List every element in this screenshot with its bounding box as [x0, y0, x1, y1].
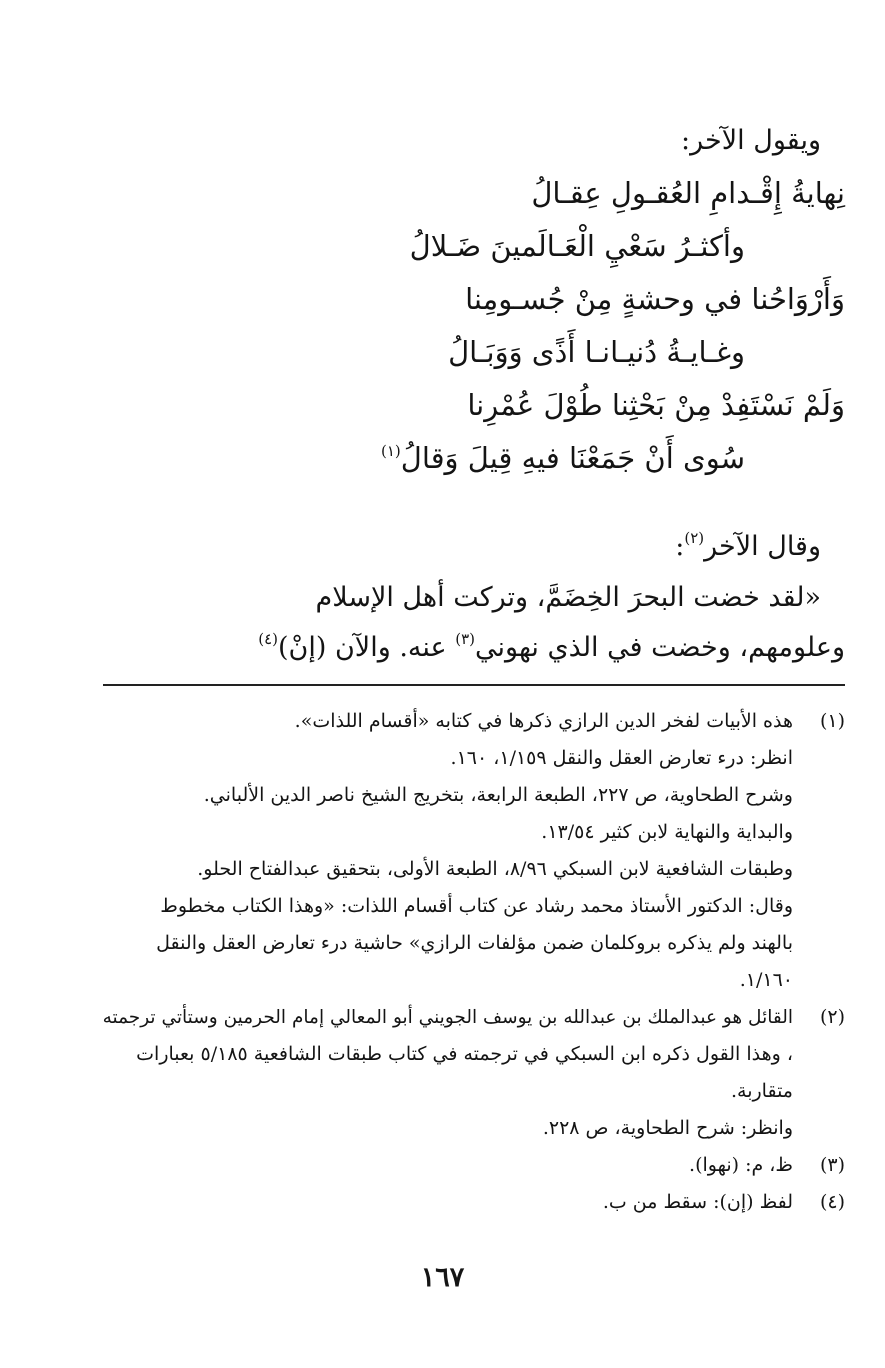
footnote-line: بالهند ولم يذكره بروكلمان ضمن مؤلفات الرازي» حاشية درء تعارض العقل والنقل	[156, 932, 793, 954]
footnote-line: القائل هو عبدالملك بن عبدالله بن يوسف الجويني أبو المعالي إمام الحرمين وستأتي ترجمته	[102, 1007, 793, 1028]
verse-text: سُوى أَنْ جَمَعْنَا فيهِ قِيلَ وَقالُ	[400, 441, 745, 475]
verse-line: نِهايةُ إِقْـدامِ العُقـولِ عِقـالُ	[531, 176, 845, 210]
footnote	[103, 999, 845, 1147]
footnote-line: ظ، م: (نهوا).	[689, 1154, 793, 1176]
prose-line: «لقد خضت البحرَ الخِضَمَّ، وتركت أهل الإسلام	[315, 582, 821, 613]
intro-line: ويقول الآخر:	[681, 125, 821, 156]
verse-line: وَأَرْوَاحُنا في وحشةٍ مِنْ جُسـومِنا	[465, 282, 845, 316]
verse-line: وَلَمْ نَسْتَفِدْ مِنْ بَحْثِنا طُوْلَ عُمْرِنا	[467, 388, 845, 422]
prose-text: عنه. والآن (إنْ)	[278, 632, 456, 663]
footnote-line: ، وهذا القول ذكره ابن السبكي في ترجمته في كتاب طبقات الشافعية ٥/١٨٥ بعبارات	[136, 1043, 793, 1065]
footnote-ref: (٤)	[258, 630, 278, 648]
footnote-number: (٣)	[819, 1154, 845, 1176]
footnote-number: (١)	[819, 710, 845, 732]
footnote-ref: (٣)	[455, 630, 476, 648]
main-text	[255, 115, 845, 673]
paragraph-gap	[255, 485, 845, 521]
footnote-line: هذه الأبيات لفخر الدين الرازي ذكرها في كتابه «أقسام اللذات».	[294, 710, 793, 732]
footnote-line: وقال: الدكتور الأستاذ محمد رشاد عن كتاب أقسام اللذات: «وهذا الكتاب مخطوط	[160, 895, 793, 917]
verse-line	[255, 432, 845, 485]
footnote-line: انظر: درء تعارض العقل والنقل ١/١٥٩، ١٦٠.	[450, 747, 793, 769]
footnote-line: وشرح الطحاوية، ص ٢٢٧، الطبعة الرابعة، بتخريج الشيخ ناصر الدين الألباني.	[203, 784, 793, 806]
verse-line: وغـايـةُ دُنيـانـا أَذًى وَوَبَـالُ	[448, 335, 745, 369]
footnote	[103, 1147, 845, 1184]
prose-line	[255, 623, 845, 673]
verse-line: وأكثـرُ سَعْيِ الْعَـالَمينَ ضَـلالُ	[409, 229, 745, 263]
footnote-number: (٤)	[819, 1191, 845, 1213]
footnote-line: متقاربة.	[730, 1080, 793, 1102]
footnote-line: والبداية والنهاية لابن كثير ١٣/٥٤.	[541, 821, 793, 843]
footnote	[103, 703, 845, 999]
footnote-ref: (٢)	[684, 529, 705, 547]
footnote-line: ١/١٦٠.	[739, 969, 793, 991]
footnote-ref: (١)	[381, 442, 401, 460]
footnote	[103, 1184, 845, 1221]
footnote-line: وانظر: شرح الطحاوية، ص ٢٢٨.	[542, 1117, 793, 1139]
intro-line	[255, 521, 845, 573]
footnote-line: وطبقات الشافعية لابن السبكي ٨/٩٦، الطبعة الأولى، بتحقيق عبدالفتاح الحلو.	[197, 858, 793, 880]
footnote-line: لفظ (إن): سقط من ب.	[602, 1191, 793, 1213]
footnote-number: (٢)	[819, 1006, 845, 1028]
prose-text: وعلومهم، وخضت في الذي نهوني	[475, 632, 845, 663]
page-number: ١٦٧	[420, 1262, 465, 1293]
footnotes	[103, 703, 845, 1221]
footnote-separator	[103, 684, 845, 686]
intro-text: وقال الآخر	[704, 531, 821, 562]
intro-colon: :	[675, 531, 685, 562]
